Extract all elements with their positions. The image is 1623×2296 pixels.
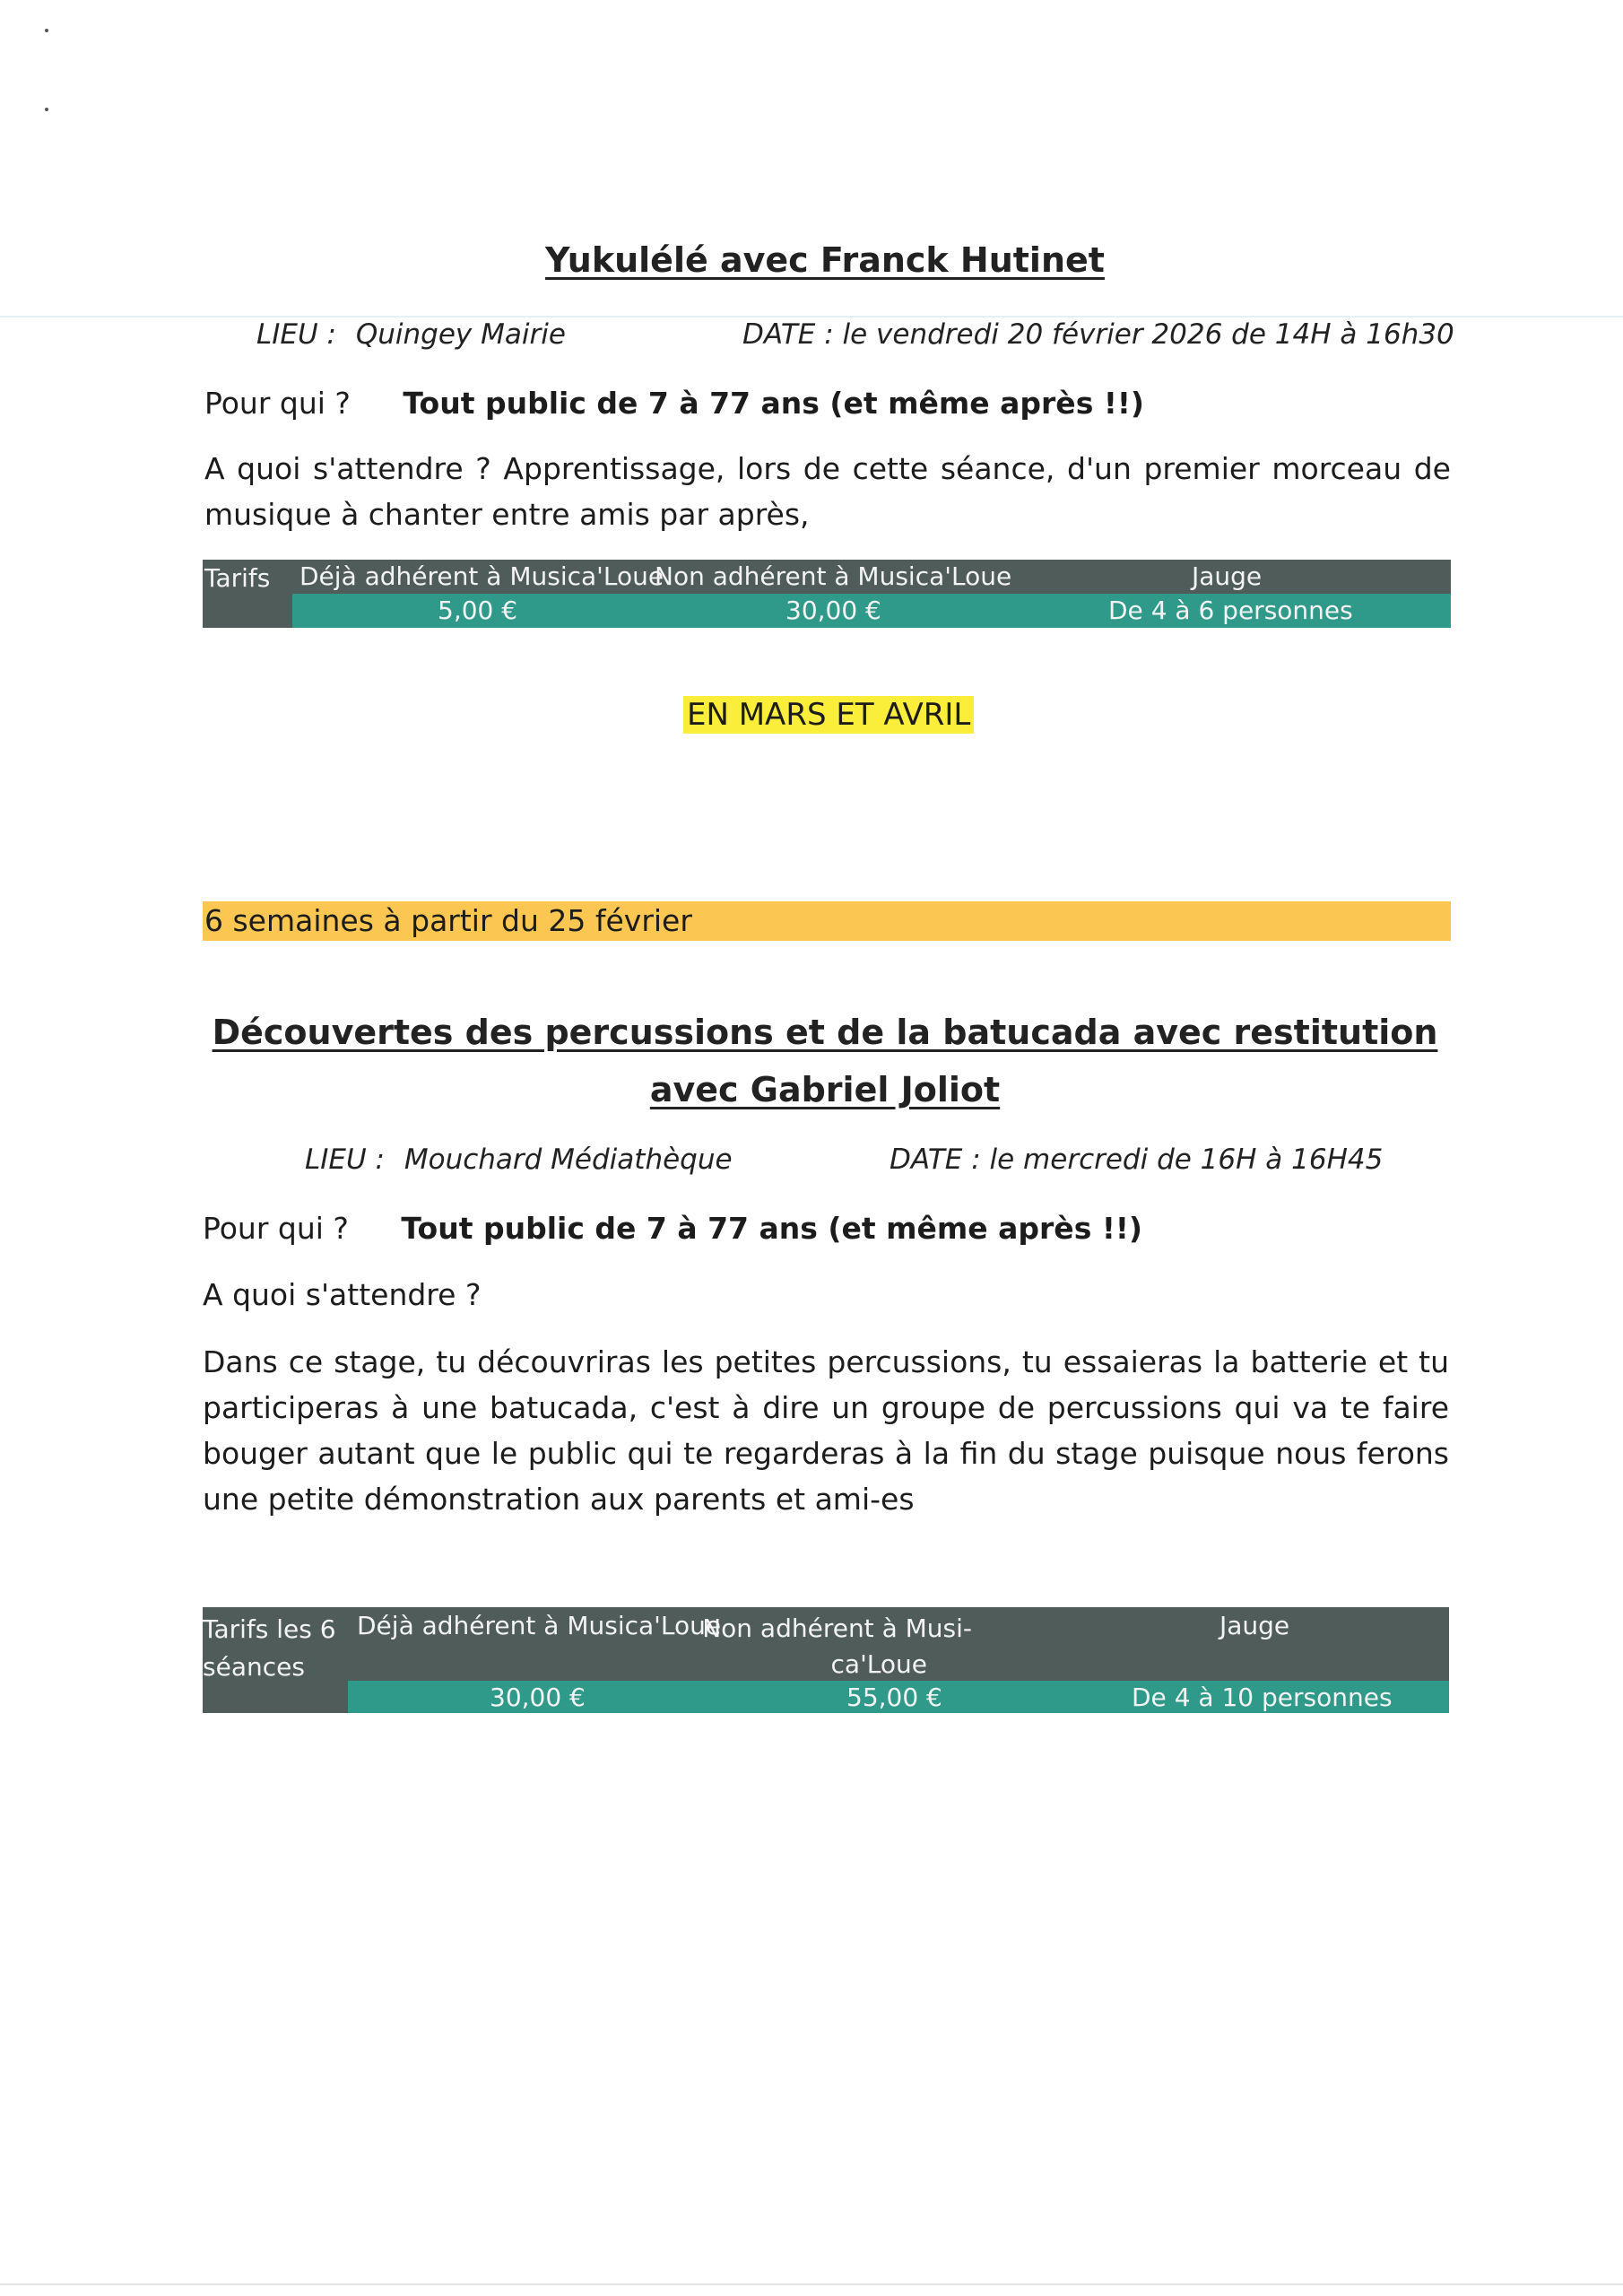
table-header-jauge: Jauge [1219, 1611, 1290, 1640]
pour-qui-value: Tout public de 7 à 77 ans (et même après !!) [403, 386, 1145, 421]
section2-date [890, 1144, 1383, 1176]
table-value-adherent: 5,00 € [438, 596, 518, 625]
table-value-non-adherent: 55,00 € [846, 1683, 942, 1712]
section1-date [742, 318, 1454, 351]
table-value-non-adherent: 30,00 € [785, 596, 881, 625]
non-adherent-line2: ca'Loue [830, 1649, 927, 1679]
section2-description: Dans ce stage, tu découvriras les petites percussions, tu essaieras la batterie et tu participeras à une batucada, c'est à dire un groupe de percussions qui va te faire bouger autant que le public qui te regarderas à la fin du stage puisque nous ferons une petite démonstration aux parents et ami-es [203, 1344, 1449, 1517]
pour-qui-value: Tout public de 7 à 77 ans (et même après !!) [401, 1211, 1143, 1246]
section1-title: Yukulélé avec Franck Hutinet [545, 240, 1105, 280]
section2-title-line2: avec Gabriel Joliot [649, 1070, 1001, 1109]
table-header-adherent: Déjà adhérent à Musica'Loue [357, 1611, 722, 1640]
section2-lieu [305, 1144, 733, 1176]
pour-qui-label: Pour qui ? [204, 386, 351, 421]
date-value: le mercredi de 16H à 16H45 [989, 1144, 1384, 1176]
scan-dot [45, 29, 48, 32]
attendre-text: Apprentissage, lors de cette séance, d'un premier morceau de musique à chanter entre amis par après, [204, 451, 1451, 532]
table-header-adherent: Déjà adhérent à Musica'Loue [299, 561, 664, 591]
section2-title-line1: Découvertes des percussions et de la batucada avec restitution [212, 1013, 1438, 1052]
section1-pour-qui [204, 386, 1144, 421]
scan-line [0, 2283, 1623, 2285]
date-label: DATE : [742, 318, 834, 351]
tarifs-line1: Tarifs les 6 [203, 1614, 336, 1644]
table-header-non-adherent: Non adhérent à Musica'Loue [655, 561, 1012, 591]
table-value-adherent: 30,00 € [490, 1683, 586, 1712]
six-weeks-text: 6 semaines à partir du 25 février [204, 903, 692, 938]
table-header-jauge: Jauge [1192, 561, 1263, 591]
table-header-non-adherent [203, 1611, 972, 1683]
section2-tarifs-table [203, 1607, 1449, 1713]
section1-attendre [204, 446, 1451, 537]
scan-line [0, 316, 1623, 317]
mars-avril-highlight: EN MARS ET AVRIL [683, 696, 974, 734]
date-label: DATE : [890, 1144, 981, 1176]
section2-title [0, 1004, 1623, 1118]
lieu-label: LIEU : [256, 318, 336, 351]
section2-attendre-label: A quoi s'attendre ? [203, 1277, 482, 1312]
date-value: le vendredi 20 février 2026 de 14H à 16h30 [842, 318, 1454, 351]
table-value-jauge: De 4 à 10 personnes [1132, 1683, 1393, 1712]
non-adherent-line1: Non adhérent à Musi- [702, 1613, 972, 1643]
section2-pour-qui [203, 1211, 1142, 1246]
six-weeks-banner [203, 901, 1451, 941]
table-value-jauge: De 4 à 6 personnes [1108, 596, 1353, 625]
table-header-tarifs: Tarifs [204, 563, 271, 593]
attendre-label: A quoi s'attendre ? [204, 451, 491, 486]
section1-lieu [256, 318, 566, 351]
pour-qui-label: Pour qui ? [203, 1211, 349, 1246]
scan-dot [45, 108, 48, 111]
lieu-value: Mouchard Médiathèque [404, 1144, 733, 1176]
section1-tarifs-table [203, 560, 1451, 628]
lieu-label: LIEU : [305, 1144, 385, 1176]
tarifs-line2: séances [203, 1652, 305, 1682]
lieu-value: Quingey Mairie [355, 318, 566, 351]
